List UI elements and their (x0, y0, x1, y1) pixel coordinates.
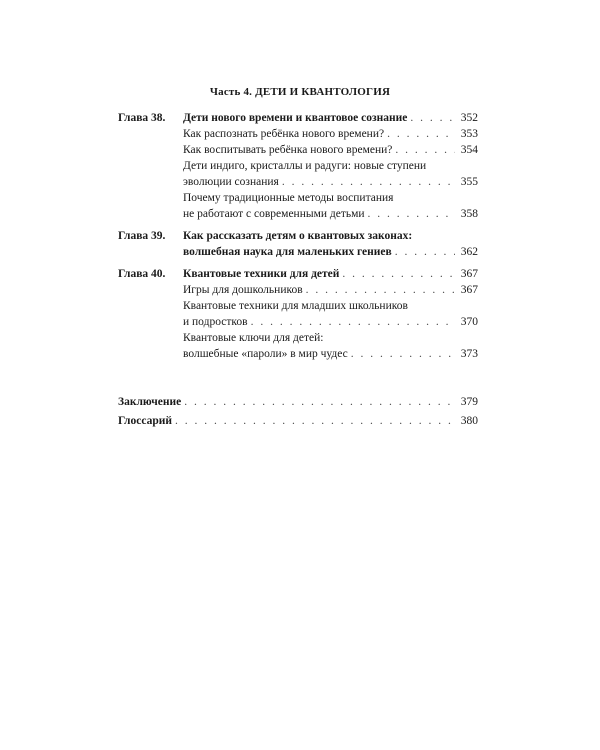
section-line (183, 206, 478, 222)
page-number: 370 (460, 316, 478, 328)
chapter-entry (118, 110, 478, 222)
section-title[interactable]: эволюции сознания (183, 176, 279, 188)
dot-leader (306, 282, 455, 298)
dot-leader (342, 266, 455, 282)
section-line (183, 126, 478, 142)
page-number: 355 (460, 176, 478, 188)
section-title[interactable]: волшебные «пароли» в мир чудес (183, 348, 348, 360)
section-entry (118, 298, 478, 330)
dot-leader (184, 394, 455, 410)
chapters-list (118, 110, 478, 362)
section-line (183, 314, 478, 330)
section-line (183, 298, 478, 314)
dot-leader (175, 413, 455, 429)
dot-leader (410, 110, 455, 126)
section-entry (118, 126, 478, 142)
section-line (183, 142, 478, 158)
section-entry (118, 190, 478, 222)
dot-leader (351, 346, 455, 362)
section-entry (118, 142, 478, 158)
section-entry (118, 158, 478, 190)
page-number: 353 (460, 128, 478, 140)
chapter-line (118, 266, 478, 282)
section-title[interactable]: не работают с современными детьми (183, 208, 365, 220)
chapter-title[interactable]: Квантовые техники для детей (183, 268, 340, 280)
dot-leader (368, 206, 455, 222)
page-number: 352 (460, 112, 478, 124)
chapter-label: Глава 38. (118, 112, 166, 124)
end-section-entry (118, 413, 478, 429)
dot-leader (395, 244, 455, 260)
section-title[interactable]: Квантовые техники для младших школьников (183, 300, 408, 312)
dot-leader (251, 314, 455, 330)
section-entry (118, 330, 478, 362)
page-number: 380 (460, 415, 478, 427)
end-section-title[interactable]: Заключение (118, 396, 182, 408)
section-title[interactable]: и подростков (183, 316, 248, 328)
chapter-line (118, 110, 478, 126)
section-title[interactable]: Как распознать ребёнка нового времени? (183, 128, 385, 140)
chapter-entry (118, 228, 478, 260)
section-line (183, 190, 478, 206)
chapter-title[interactable]: Дети нового времени и квантовое сознание (183, 112, 408, 124)
page-number: 362 (460, 246, 478, 258)
section-line (183, 158, 478, 174)
section-line (183, 346, 478, 362)
page-number: 367 (460, 284, 478, 296)
chapter-title[interactable]: Как рассказать детям о квантовых законах: (183, 230, 413, 242)
section-entry (118, 282, 478, 298)
page-number: 379 (460, 396, 478, 408)
chapter-label: Глава 39. (118, 230, 166, 242)
page-number: 354 (460, 144, 478, 156)
chapter-line (118, 244, 478, 260)
section-line (183, 174, 478, 190)
chapter-entry (118, 266, 478, 362)
chapter-label: Глава 40. (118, 268, 166, 280)
end-section-title[interactable]: Глоссарий (118, 415, 172, 427)
section-title[interactable]: Как воспитывать ребёнка нового времени? (183, 144, 393, 156)
section-line (183, 330, 478, 346)
chapter-line (118, 228, 478, 244)
end-sections (118, 394, 478, 429)
page-number: 373 (460, 348, 478, 360)
page-number: 358 (460, 208, 478, 220)
chapter-title[interactable]: волшебная наука для маленьких гениев (183, 246, 392, 258)
dot-leader (282, 174, 455, 190)
part-title: Часть 4. ДЕТИ И КВАНТОЛОГИЯ (209, 86, 391, 98)
page-number: 367 (460, 268, 478, 280)
section-title[interactable]: Квантовые ключи для детей: (183, 332, 324, 344)
dot-leader (395, 142, 455, 158)
section-title[interactable]: Почему традиционные методы воспитания (183, 192, 394, 204)
dot-leader (387, 126, 455, 142)
end-section-entry (118, 394, 478, 410)
section-line (183, 282, 478, 298)
section-title[interactable]: Игры для дошкольников (183, 284, 303, 296)
table-of-contents (118, 110, 478, 432)
section-title[interactable]: Дети индиго, кристаллы и радуги: новые ступени (183, 160, 427, 172)
